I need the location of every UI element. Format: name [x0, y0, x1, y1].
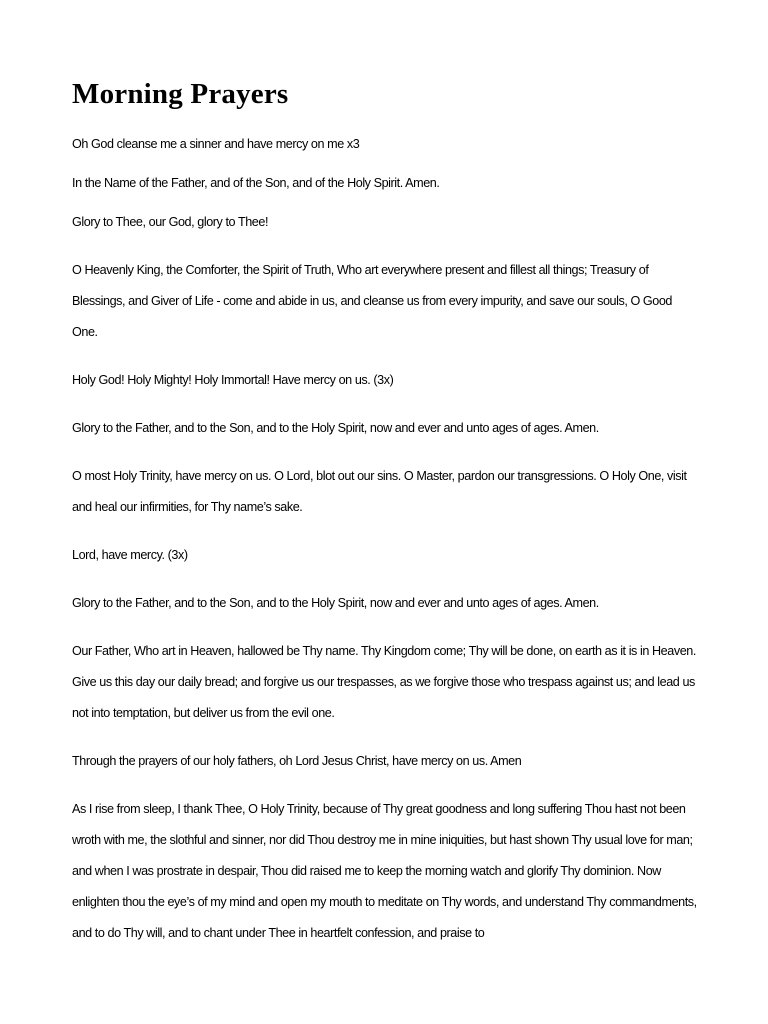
document-page	[72, 74, 700, 965]
prayer-paragraph-1: Oh God cleanse me a sinner and have mercy on me x3	[72, 136, 360, 151]
prayer-paragraph-8: Lord, have mercy. (3x)	[72, 547, 188, 562]
prayer-paragraph-3: Glory to Thee, our God, glory to Thee!	[72, 214, 269, 229]
prayer-paragraph-10: Our Father, Who art in Heaven, hallowed be Thy name. Thy Kingdom come; Thy will be done, on earth as it is in Heaven. Give us this day our daily bread; and forgive us our trespasses, as we forgive those who trespass against us; and lead us not into temptation, but deliver us from the evil one.	[72, 643, 696, 720]
page-title: Morning Prayers	[72, 78, 289, 110]
prayer-paragraph-7: O most Holy Trinity, have mercy on us. O Lord, blot out our sins. O Master, pardon our transgressions. O Holy One, visit and heal our infirmities, for Thy name’s sake.	[72, 468, 687, 514]
prayer-paragraph-12: As I rise from sleep, I thank Thee, O Holy Trinity, because of Thy great goodness and long suffering Thou hast not been wroth with me, the slothful and sinner, nor did Thou destroy me in mine iniquities, but hast shown Thy usual love for man; and when I was prostrate in despair, Thou did raised me to keep the morning watch and glorify Thy dominion. Now enlighten thou the eye’s of my mind and open my mouth to meditate on Thy words, and understand Thy commandments, and to do Thy will, and to chant under Thee in heartfelt confession, and praise to	[72, 801, 697, 940]
prayer-paragraph-11: Through the prayers of our holy fathers, oh Lord Jesus Christ, have mercy on us. Amen	[72, 753, 522, 768]
prayer-paragraph-6: Glory to the Father, and to the Son, and to the Holy Spirit, now and ever and unto ages of ages. Amen.	[72, 420, 599, 435]
prayer-paragraph-2: In the Name of the Father, and of the Son, and of the Holy Spirit. Amen.	[72, 175, 440, 190]
prayer-paragraph-4: O Heavenly King, the Comforter, the Spirit of Truth, Who art everywhere present and fillest all things; Treasury of Blessings, and Giver of Life - come and abide in us, and cleanse us from every impurity, and save our souls, O Good One.	[72, 262, 673, 339]
prayer-paragraph-9: Glory to the Father, and to the Son, and to the Holy Spirit, now and ever and unto ages of ages. Amen.	[72, 595, 599, 610]
prayer-paragraph-5: Holy God! Holy Mighty! Holy Immortal! Have mercy on us. (3x)	[72, 372, 394, 387]
